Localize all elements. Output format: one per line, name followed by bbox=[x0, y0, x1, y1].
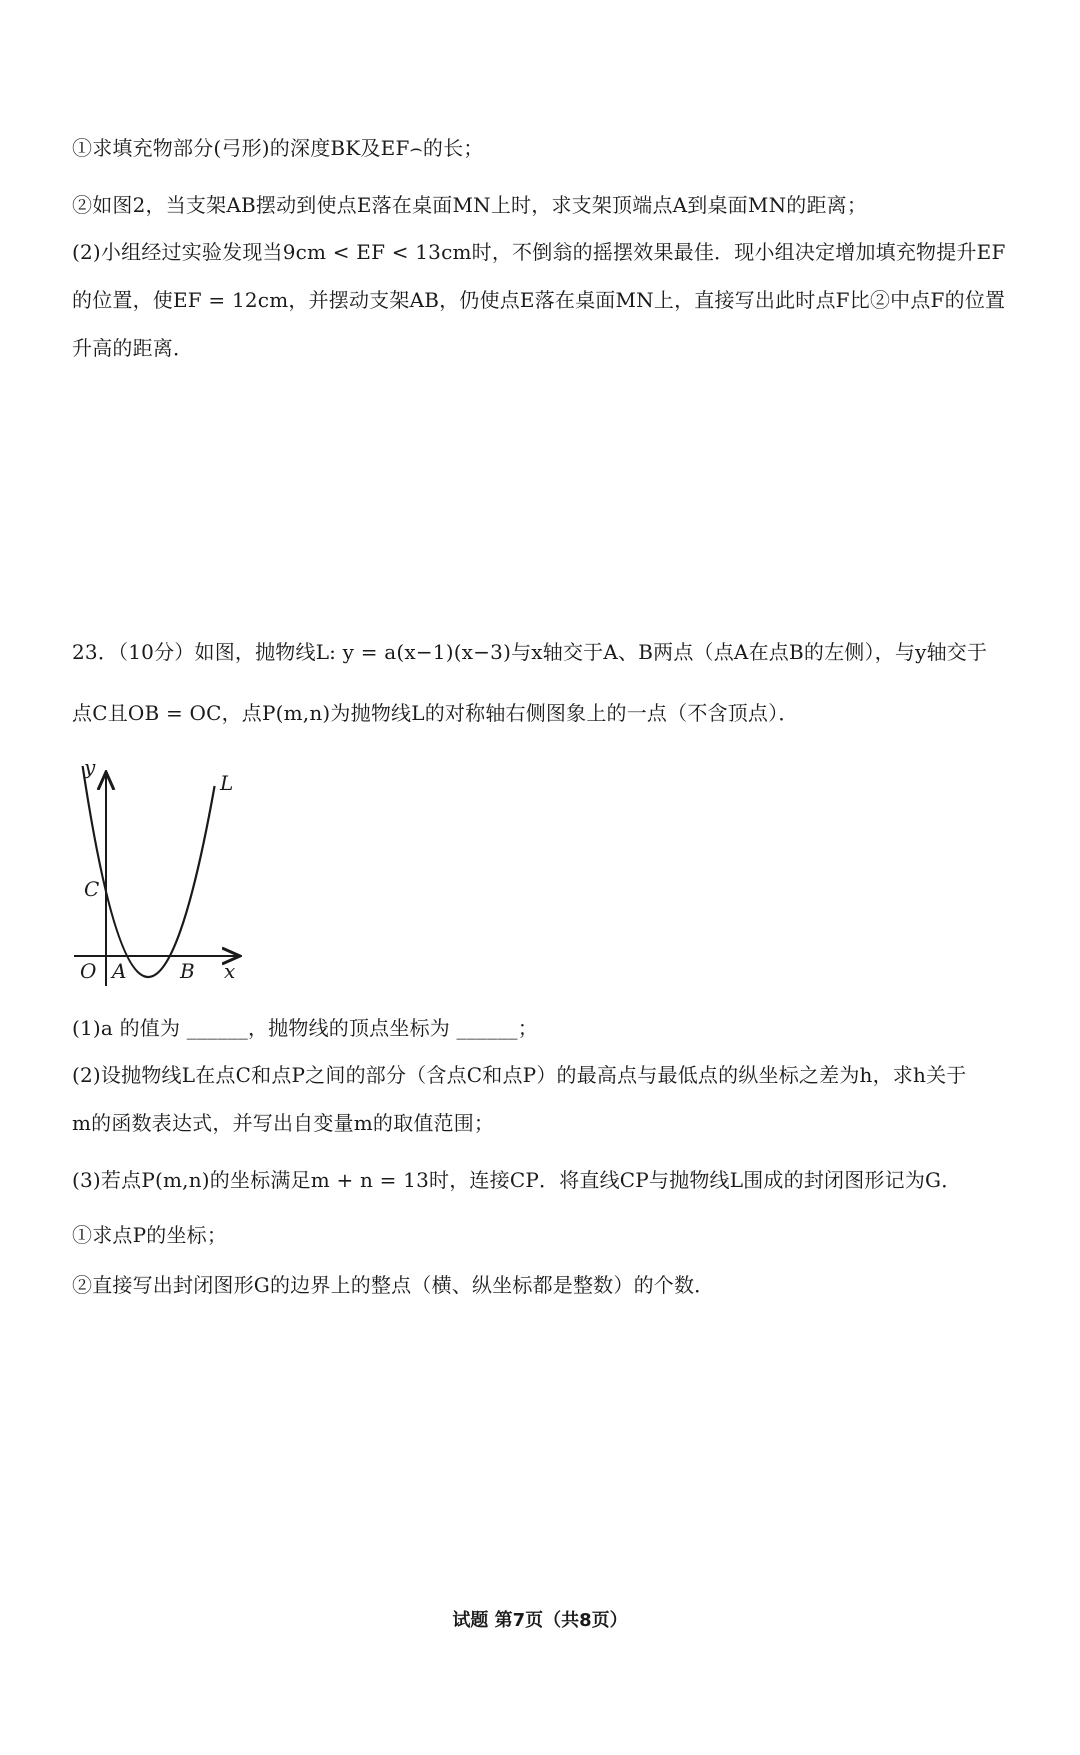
item-2-text: ②如图2，当支架AB摆动到使点E落在桌面MN上时，求支架顶端点A到桌面MN的距离； bbox=[72, 193, 868, 217]
point-c-label: C bbox=[84, 877, 100, 901]
x-axis-label: x bbox=[224, 959, 236, 983]
question-23-part-3: (3)若点P(m,n)的坐标满足m + n = 13时，连接CP．将直线CP与抛物线L围成的封闭图形记为G． bbox=[72, 1168, 962, 1192]
point-b-label: B bbox=[180, 959, 195, 983]
parabola-figure bbox=[62, 760, 252, 990]
parabola-curve bbox=[83, 766, 215, 977]
part-2-text: (2)小组经过实验发现当9cm < EF < 13cm时，不倒翁的摇摆效果最佳．现小组决定增加填充物提升EF的位置，使EF = 12cm，并摆动支架AB，仍使点E落在桌面MN上，直接写出此时点F比②中点F的位置升高的距离． bbox=[72, 240, 1006, 360]
y-axis-label: y bbox=[84, 760, 96, 779]
question-23-part-2-line2: m的函数表达式，并写出自变量m的取值范围； bbox=[72, 1111, 495, 1135]
item-1-text: ①求填充物部分(弓形)的深度BK及EF⌢的长； bbox=[72, 136, 484, 160]
origin-label: O bbox=[80, 959, 97, 983]
curve-label: L bbox=[220, 771, 234, 795]
question-23-part-1: (1)a 的值为 ______，抛物线的顶点坐标为 ______； bbox=[72, 1016, 538, 1040]
question-23-stem-line2: 点C且OB = OC，点P(m,n)为抛物线L的对称轴右侧图象上的一点（不含顶点）． bbox=[72, 701, 799, 725]
page-footer: 试题 第7页（共8页） bbox=[452, 1610, 628, 1631]
parabola-diagram bbox=[62, 760, 252, 990]
question-23-part-3-item-1: ①求点P的坐标； bbox=[72, 1223, 228, 1247]
question-23-stem-line1: 23．（10分）如图，抛物线L: y = a(x−1)(x−3)与x轴交于A、B两点（点A在点B的左侧），与y轴交于 bbox=[72, 640, 988, 664]
question-23-part-2-line1: (2)设抛物线L在点C和点P之间的部分（含点C和点P）的最高点与最低点的纵坐标之差为h，求h关于 bbox=[72, 1063, 967, 1087]
point-a-label: A bbox=[112, 959, 127, 983]
question-23-part-3-item-2: ②直接写出封闭图形G的边界上的整点（横、纵坐标都是整数）的个数． bbox=[72, 1273, 715, 1297]
